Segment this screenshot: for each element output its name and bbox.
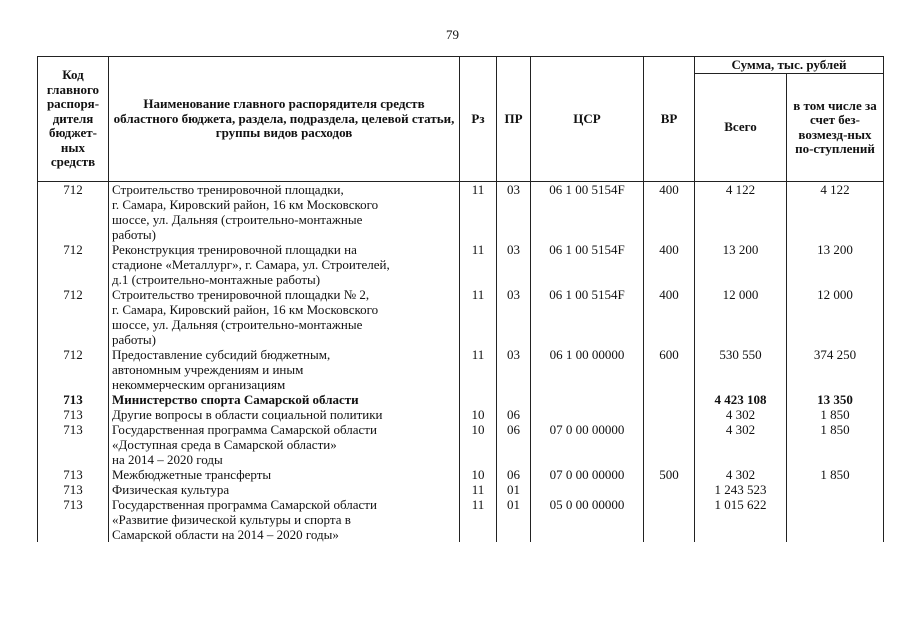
row-csr: 06 1 00 5154F <box>531 287 644 347</box>
row-total: 1 015 622 <box>695 497 787 542</box>
row-csr: 06 1 00 5154F <box>531 182 644 243</box>
row-total: 4 302 <box>695 467 787 482</box>
table-row <box>38 422 884 467</box>
header-incl: в том числе за счет без-возмезд-ных по-ступлений <box>787 74 884 182</box>
row-total: 4 302 <box>695 422 787 467</box>
row-csr: 07 0 00 00000 <box>531 422 644 467</box>
row-incl: 13 350 <box>787 392 884 407</box>
row-total: 530 550 <box>695 347 787 392</box>
row-csr <box>531 392 644 407</box>
row-total: 12 000 <box>695 287 787 347</box>
row-incl: 1 850 <box>787 422 884 467</box>
row-rz: 11 <box>460 242 497 287</box>
row-pr: 06 <box>497 422 531 467</box>
row-name: Предоставление субсидий бюджетным, автономным учреждениям и иным некоммерческим организациям <box>109 347 460 392</box>
header-pr: ПР <box>497 57 531 182</box>
row-rz: 11 <box>460 482 497 497</box>
row-code: 712 <box>38 287 109 347</box>
row-total: 13 200 <box>695 242 787 287</box>
row-vr <box>644 407 695 422</box>
row-code: 713 <box>38 497 109 542</box>
row-rz: 10 <box>460 467 497 482</box>
row-rz: 10 <box>460 407 497 422</box>
header-total: Всего <box>695 74 787 182</box>
row-code: 713 <box>38 422 109 467</box>
row-vr <box>644 392 695 407</box>
row-csr: 06 1 00 5154F <box>531 242 644 287</box>
row-incl <box>787 497 884 542</box>
row-code: 712 <box>38 347 109 392</box>
row-total: 4 423 108 <box>695 392 787 407</box>
row-rz: 11 <box>460 497 497 542</box>
table-row <box>38 467 884 482</box>
row-vr: 600 <box>644 347 695 392</box>
row-incl: 1 850 <box>787 467 884 482</box>
row-pr: 01 <box>497 482 531 497</box>
row-csr: 05 0 00 00000 <box>531 497 644 542</box>
table-row <box>38 242 884 287</box>
row-rz: 11 <box>460 347 497 392</box>
table-row <box>38 287 884 347</box>
row-rz: 11 <box>460 287 497 347</box>
row-name: Министерство спорта Самарской области <box>109 392 460 407</box>
row-incl: 374 250 <box>787 347 884 392</box>
row-vr: 400 <box>644 182 695 243</box>
row-pr: 06 <box>497 407 531 422</box>
row-code: 713 <box>38 482 109 497</box>
row-code: 713 <box>38 467 109 482</box>
row-code: 712 <box>38 182 109 243</box>
row-vr: 500 <box>644 467 695 482</box>
row-rz: 11 <box>460 182 497 243</box>
table-row <box>38 482 884 497</box>
row-csr <box>531 482 644 497</box>
header-name: Наименование главного распорядителя средств областного бюджета, раздела, подраздела, целевой статьи, группы видов расходов <box>109 57 460 182</box>
row-name: Государственная программа Самарской области «Развитие физической культуры и спорта в Самарской области на 2014 – 2020 годы» <box>109 497 460 542</box>
row-pr: 03 <box>497 242 531 287</box>
page-number: 79 <box>446 27 459 42</box>
row-pr: 03 <box>497 182 531 243</box>
header-rz: Рз <box>460 57 497 182</box>
row-name: Межбюджетные трансферты <box>109 467 460 482</box>
row-pr <box>497 392 531 407</box>
table-row <box>38 407 884 422</box>
row-pr: 03 <box>497 287 531 347</box>
row-name: Строительство тренировочной площадки № 2, г. Самара, Кировский район, 16 км Московского шоссе, ул. Дальняя (строительно-монтажные работы) <box>109 287 460 347</box>
budget-table <box>37 56 884 542</box>
row-incl: 1 850 <box>787 407 884 422</box>
header-code: Код главного распоря-дителя бюджет-ных средств <box>38 57 109 182</box>
row-total: 4 122 <box>695 182 787 243</box>
row-csr: 06 1 00 00000 <box>531 347 644 392</box>
row-name: Реконструкция тренировочной площадки на стадионе «Металлург», г. Самара, ул. Строителей, д.1 (строительно-монтажные работы) <box>109 242 460 287</box>
row-code: 713 <box>38 407 109 422</box>
row-name: Строительство тренировочной площадки, г. Самара, Кировский район, 16 км Московского шоссе, ул. Дальняя (строительно-монтажные работы) <box>109 182 460 243</box>
row-name: Государственная программа Самарской области «Доступная среда в Самарской области» на 2014 – 2020 годы <box>109 422 460 467</box>
table-row <box>38 182 884 243</box>
row-incl <box>787 482 884 497</box>
row-total: 4 302 <box>695 407 787 422</box>
header-vr: ВР <box>644 57 695 182</box>
row-name: Другие вопросы в области социальной политики <box>109 407 460 422</box>
row-vr <box>644 482 695 497</box>
row-code: 712 <box>38 242 109 287</box>
row-total: 1 243 523 <box>695 482 787 497</box>
row-name: Физическая культура <box>109 482 460 497</box>
row-code: 713 <box>38 392 109 407</box>
row-rz <box>460 392 497 407</box>
row-vr: 400 <box>644 287 695 347</box>
row-pr: 01 <box>497 497 531 542</box>
row-pr: 03 <box>497 347 531 392</box>
row-vr: 400 <box>644 242 695 287</box>
row-vr <box>644 422 695 467</box>
row-incl: 13 200 <box>787 242 884 287</box>
row-pr: 06 <box>497 467 531 482</box>
header-csr: ЦСР <box>531 57 644 182</box>
table-row <box>38 347 884 392</box>
row-rz: 10 <box>460 422 497 467</box>
row-vr <box>644 497 695 542</box>
table-row <box>38 392 884 407</box>
row-incl: 12 000 <box>787 287 884 347</box>
row-csr <box>531 407 644 422</box>
row-csr: 07 0 00 00000 <box>531 467 644 482</box>
header-sum: Сумма, тыс. рублей <box>695 57 884 74</box>
row-incl: 4 122 <box>787 182 884 243</box>
table-row <box>38 497 884 542</box>
